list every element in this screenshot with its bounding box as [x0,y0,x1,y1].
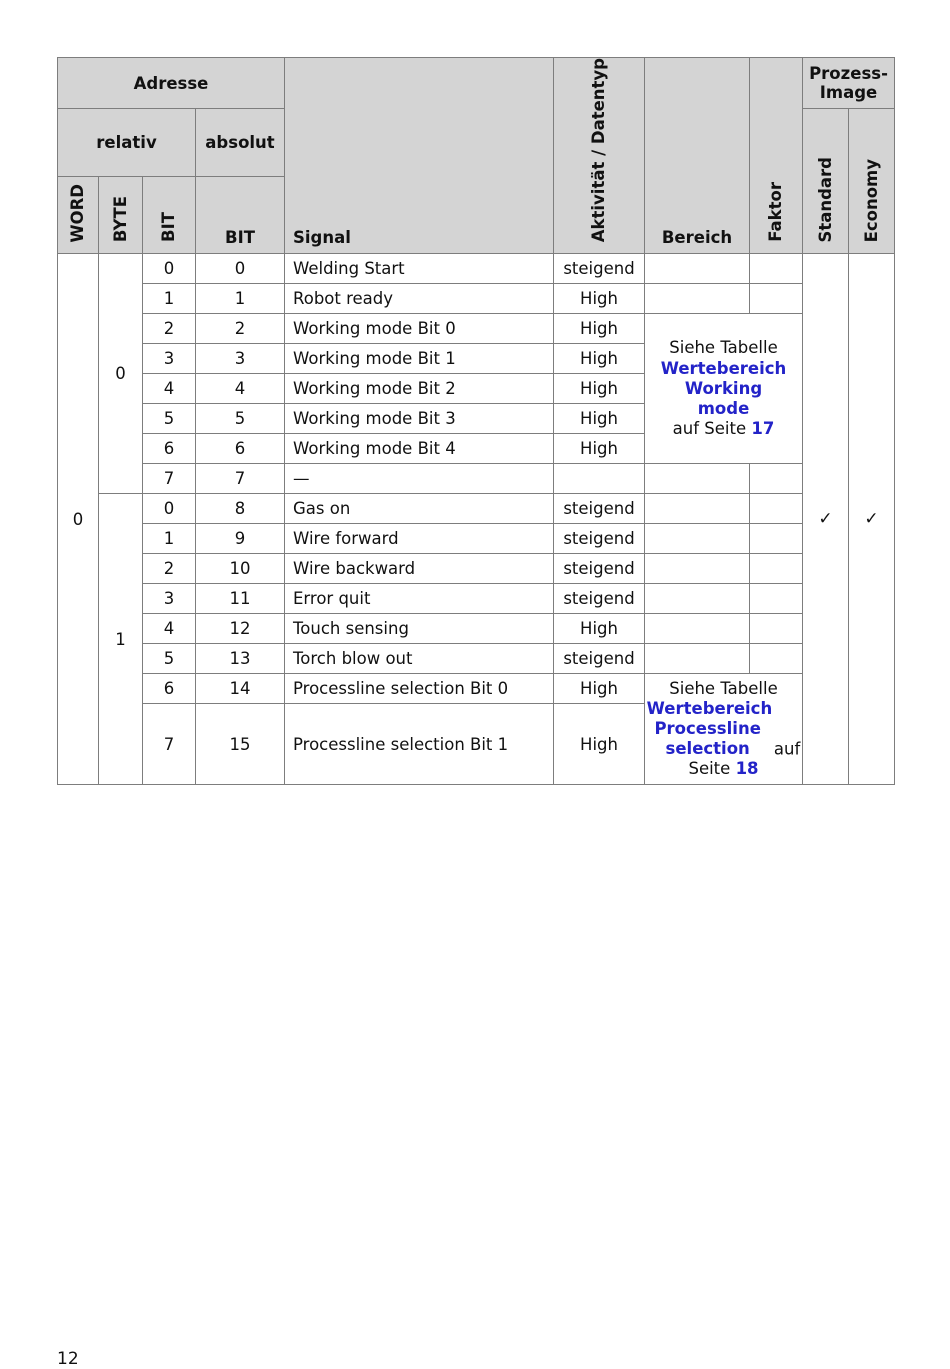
table-row [58,314,895,344]
faktor-cell [750,524,803,554]
signal-cell: — [285,464,554,494]
byte-header [99,177,143,254]
abs-bit-cell: 11 [196,584,285,614]
ref-link-processline[interactable]: Wertebereich Processline selection [646,699,773,759]
signal-cell: Robot ready [285,284,554,314]
byte-cell: 1 [99,494,143,785]
bit-cell: 3 [143,344,196,374]
ref-page-17[interactable]: 17 [751,418,775,438]
abs-bit-cell: 7 [196,464,285,494]
abs-bit-cell: 14 [196,674,285,704]
ref-working-mode [645,314,803,464]
table-row [58,284,895,314]
faktor-cell [750,254,803,284]
type-cell: High [554,674,645,704]
prozess-image-header: Prozess-Image [803,58,895,109]
aktivitaet-label: Aktivität / Datentyp [589,58,609,243]
economy-header [849,109,895,254]
signal-cell: Torch blow out [285,644,554,674]
ref-pre: Siehe Tabelle [669,338,778,358]
adresse-header: Adresse [58,58,285,109]
signal-cell: Processline selection Bit 0 [285,674,554,704]
abs-bit-cell: 8 [196,494,285,524]
bit-cell: 5 [143,404,196,434]
abs-bit-cell: 3 [196,344,285,374]
type-cell: High [554,284,645,314]
byte-cell: 0 [99,254,143,494]
table-row [58,584,895,614]
bereich-cell [645,554,750,584]
ref-pre: Siehe Tabelle [669,678,778,698]
bereich-cell [645,254,750,284]
bit-cell: 0 [143,254,196,284]
relativ-header: relativ [58,109,196,177]
signal-cell: Working mode Bit 1 [285,344,554,374]
bit-cell: 2 [143,554,196,584]
bereich-cell [645,584,750,614]
faktor-cell [750,614,803,644]
bit-cell: 7 [143,464,196,494]
bit-cell: 7 [143,704,196,785]
bereich-cell [645,464,750,494]
type-cell: steigend [554,254,645,284]
abs-bit-cell: 1 [196,284,285,314]
io-signal-table [57,57,895,785]
bereich-cell [645,644,750,674]
economy-label: Economy [861,158,881,243]
abs-bit-cell: 5 [196,404,285,434]
type-cell: High [554,344,645,374]
bereich-cell [645,524,750,554]
bit-cell: 2 [143,314,196,344]
faktor-cell [750,284,803,314]
type-cell: High [554,404,645,434]
signal-cell: Working mode Bit 2 [285,374,554,404]
table-row [58,614,895,644]
type-cell: steigend [554,494,645,524]
signal-cell: Gas on [285,494,554,524]
bit-cell: 1 [143,284,196,314]
standard-label: Standard [815,156,835,243]
word-cell: 0 [58,254,99,785]
type-cell: High [554,704,645,785]
signal-cell: Wire forward [285,524,554,554]
ref-mid: auf Seite [688,739,801,779]
signal-cell: Working mode Bit 3 [285,404,554,434]
word-header [58,177,99,254]
signal-header: Signal [285,58,554,254]
signal-cell: Error quit [285,584,554,614]
bit-cell: 0 [143,494,196,524]
faktor-cell [750,464,803,494]
type-cell [554,464,645,494]
bit-cell: 6 [143,674,196,704]
byte-label: BYTE [110,196,130,243]
absolut-header: absolut [196,109,285,177]
bit-rel-header [143,177,196,254]
standard-header [803,109,849,254]
bit-cell: 5 [143,644,196,674]
signal-cell: Wire backward [285,554,554,584]
faktor-header [750,58,803,254]
ref-processline [645,674,803,785]
faktor-label: Faktor [766,182,786,243]
bereich-cell [645,284,750,314]
type-cell: High [554,314,645,344]
page-number: 12 [57,1349,79,1369]
bereich-cell [645,614,750,644]
type-cell: steigend [554,524,645,554]
abs-bit-cell: 9 [196,524,285,554]
abs-bit-cell: 10 [196,554,285,584]
bereich-cell [645,494,750,524]
bit-cell: 4 [143,374,196,404]
bit-cell: 4 [143,614,196,644]
table-row [58,554,895,584]
abs-bit-cell: 13 [196,644,285,674]
economy-check-icon: ✓ [849,254,895,785]
table-row [58,254,895,284]
type-cell: High [554,374,645,404]
faktor-cell [750,554,803,584]
faktor-cell [750,494,803,524]
type-cell: steigend [554,644,645,674]
type-cell: steigend [554,554,645,584]
abs-bit-cell: 0 [196,254,285,284]
abs-bit-cell: 2 [196,314,285,344]
abs-bit-cell: 15 [196,704,285,785]
bit-cell: 3 [143,584,196,614]
faktor-cell [750,584,803,614]
bit-cell: 1 [143,524,196,554]
signal-cell: Touch sensing [285,614,554,644]
signal-cell: Welding Start [285,254,554,284]
abs-bit-cell: 4 [196,374,285,404]
aktivitaet-header [554,58,645,254]
table-row [58,674,895,704]
abs-bit-cell: 6 [196,434,285,464]
bit-cell: 6 [143,434,196,464]
ref-mid: auf Seite [672,418,747,438]
ref-page-18[interactable]: 18 [735,759,759,779]
bit-abs-header: BIT [196,177,285,254]
bereich-header: Bereich [645,58,750,254]
type-cell: steigend [554,584,645,614]
type-cell: High [554,614,645,644]
table-row [58,464,895,494]
ref-link-working-mode[interactable]: Wertebereich Working mode [660,358,787,418]
bit-rel-label: BIT [159,212,179,243]
signal-cell: Processline selection Bit 1 [285,704,554,785]
word-label: WORD [68,183,88,243]
table-row [58,494,895,524]
table-row [58,644,895,674]
signal-cell: Working mode Bit 4 [285,434,554,464]
table-row [58,524,895,554]
type-cell: High [554,434,645,464]
faktor-cell [750,644,803,674]
standard-check-icon: ✓ [803,254,849,785]
signal-cell: Working mode Bit 0 [285,314,554,344]
abs-bit-cell: 12 [196,614,285,644]
